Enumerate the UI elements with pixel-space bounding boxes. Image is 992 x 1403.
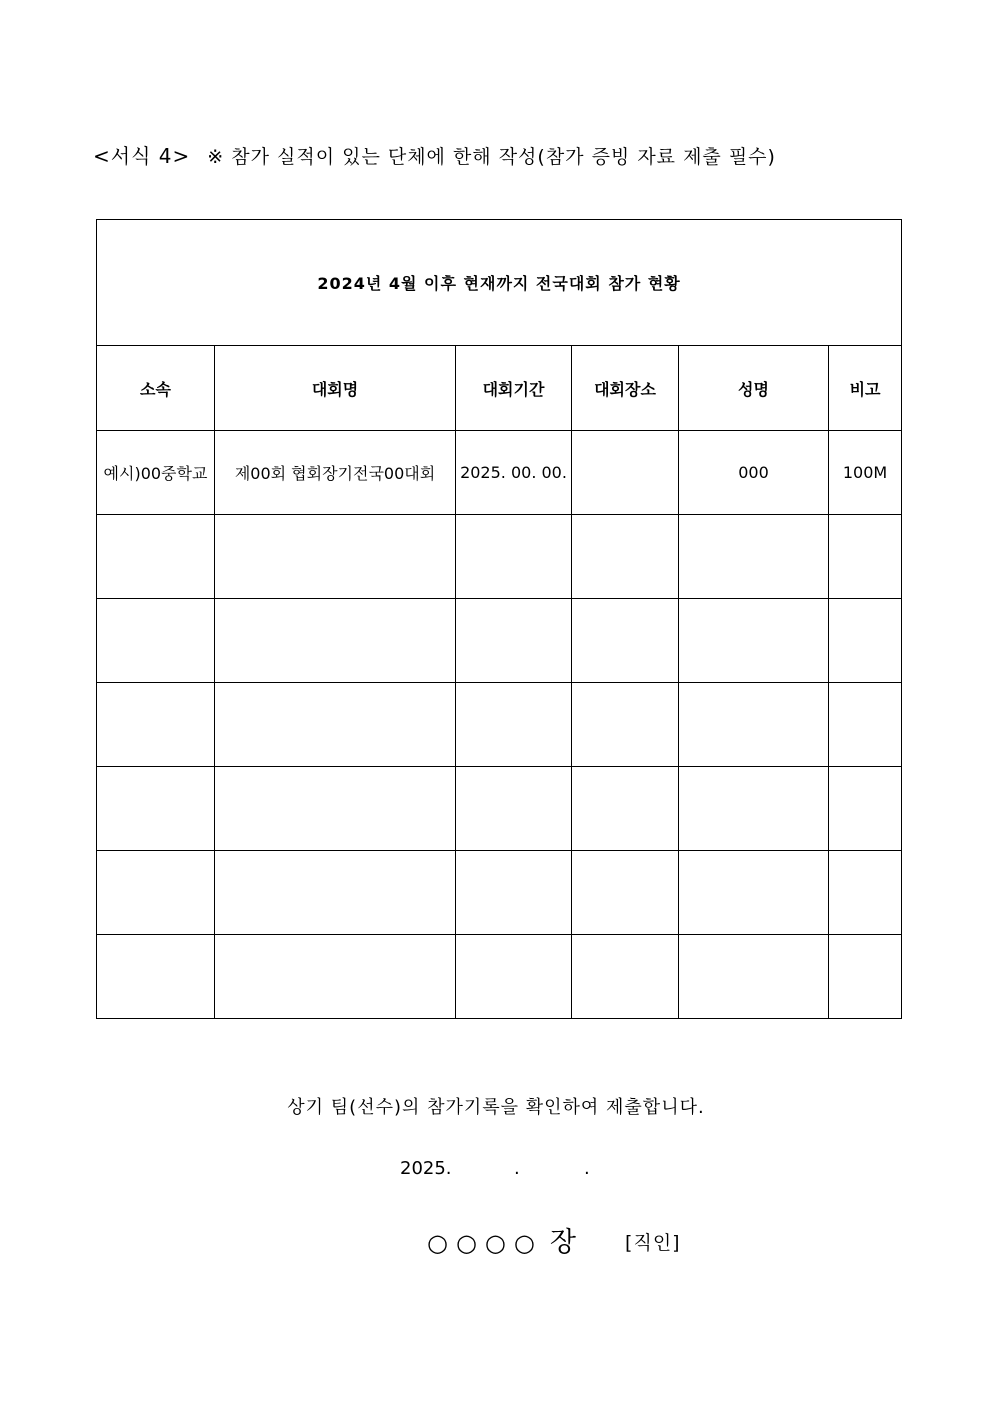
seal-label: [직인] xyxy=(625,1232,681,1254)
form-label: <서식 4> xyxy=(93,144,191,168)
cell-competition-name[interactable]: 제00회 협회장기전국00대회 xyxy=(215,431,456,515)
cell-name[interactable] xyxy=(679,683,829,767)
table-row xyxy=(97,599,902,683)
cell-affiliation[interactable] xyxy=(97,767,215,851)
cell-remarks[interactable] xyxy=(829,683,902,767)
confirmation-statement xyxy=(0,1093,992,1119)
date-day-separator: . xyxy=(584,1158,590,1179)
cell-name[interactable] xyxy=(679,599,829,683)
cell-competition-name[interactable] xyxy=(215,515,456,599)
table-row xyxy=(97,767,902,851)
date-month-separator: . xyxy=(514,1158,520,1179)
cell-competition-venue[interactable] xyxy=(572,431,679,515)
example-row xyxy=(97,431,902,515)
table-row xyxy=(97,683,902,767)
table-row xyxy=(97,515,902,599)
cell-competition-period[interactable] xyxy=(456,851,572,935)
cell-name[interactable] xyxy=(679,935,829,1019)
cell-name[interactable] xyxy=(679,767,829,851)
cell-remarks[interactable] xyxy=(829,767,902,851)
cell-remarks[interactable] xyxy=(829,515,902,599)
cell-remarks[interactable] xyxy=(829,935,902,1019)
cell-competition-name[interactable] xyxy=(215,851,456,935)
header-remarks: 비고 xyxy=(829,346,902,431)
cell-competition-name[interactable] xyxy=(215,767,456,851)
cell-competition-period[interactable]: 2025. 00. 00. xyxy=(456,431,572,515)
cell-affiliation[interactable] xyxy=(97,599,215,683)
cell-competition-venue[interactable] xyxy=(572,935,679,1019)
table-row xyxy=(97,851,902,935)
cell-name[interactable] xyxy=(679,515,829,599)
cell-competition-period[interactable] xyxy=(456,683,572,767)
cell-competition-period[interactable] xyxy=(456,599,572,683)
table-title: 2024년 4월 이후 현재까지 전국대회 참가 현황 xyxy=(97,220,902,346)
cell-affiliation[interactable] xyxy=(97,851,215,935)
cell-affiliation[interactable] xyxy=(97,935,215,1019)
header-competition-venue: 대회장소 xyxy=(572,346,679,431)
header-competition-period: 대회기간 xyxy=(456,346,572,431)
cell-remarks[interactable] xyxy=(829,851,902,935)
header-affiliation: 소속 xyxy=(97,346,215,431)
cell-competition-period[interactable] xyxy=(456,767,572,851)
cell-remarks[interactable]: 100M xyxy=(829,431,902,515)
organization-placeholder: ○○○○ xyxy=(427,1229,543,1257)
cell-competition-period[interactable] xyxy=(456,935,572,1019)
header-competition-name: 대회명 xyxy=(215,346,456,431)
participation-table xyxy=(96,219,902,1019)
head-title: 장 xyxy=(549,1227,576,1258)
form-instruction: ※ 참가 실적이 있는 단체에 한해 작성(참가 증빙 자료 제출 필수) xyxy=(207,146,776,168)
cell-remarks[interactable] xyxy=(829,599,902,683)
confirmation-text: 상기 팀(선수)의 참가기록을 확인하여 제출합니다. xyxy=(287,1097,705,1118)
cell-competition-period[interactable] xyxy=(456,515,572,599)
cell-competition-name[interactable] xyxy=(215,935,456,1019)
header-name: 성명 xyxy=(679,346,829,431)
cell-name[interactable] xyxy=(679,851,829,935)
table-row xyxy=(97,935,902,1019)
submission-date xyxy=(400,1158,590,1179)
cell-affiliation[interactable] xyxy=(97,515,215,599)
cell-name[interactable]: 000 xyxy=(679,431,829,515)
cell-competition-name[interactable] xyxy=(215,599,456,683)
cell-competition-name[interactable] xyxy=(215,683,456,767)
cell-competition-venue[interactable] xyxy=(572,683,679,767)
cell-affiliation[interactable]: 예시)00중학교 xyxy=(97,431,215,515)
signature-line xyxy=(427,1220,681,1259)
cell-competition-venue[interactable] xyxy=(572,599,679,683)
cell-competition-venue[interactable] xyxy=(572,767,679,851)
form-note xyxy=(93,140,776,169)
header-row xyxy=(97,346,902,431)
cell-affiliation[interactable] xyxy=(97,683,215,767)
date-year: 2025. xyxy=(400,1158,452,1179)
cell-competition-venue[interactable] xyxy=(572,515,679,599)
cell-competition-venue[interactable] xyxy=(572,851,679,935)
